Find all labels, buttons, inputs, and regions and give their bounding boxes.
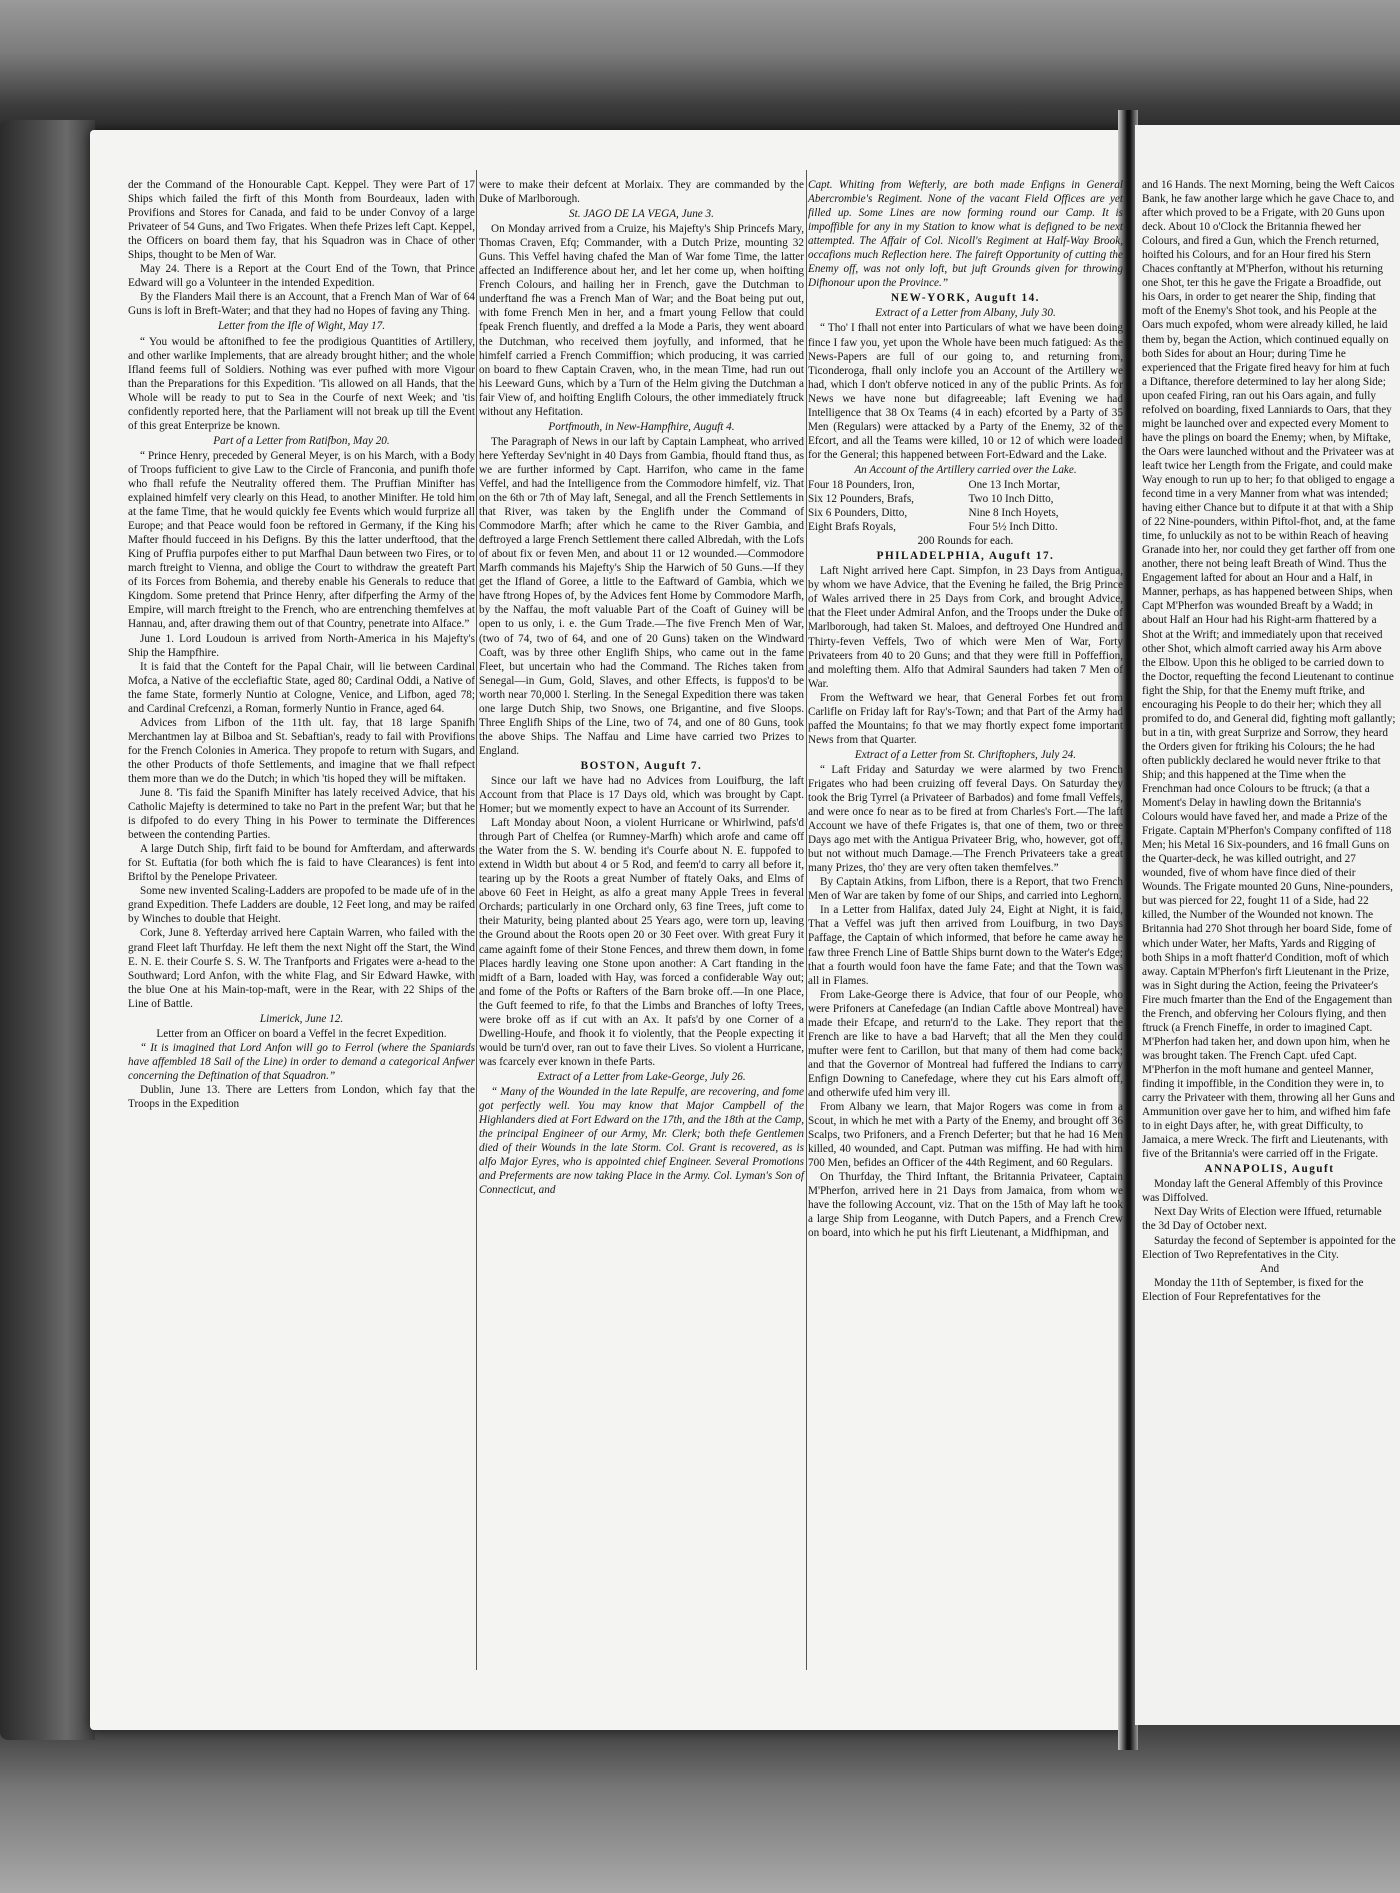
artillery-total: 200 Rounds for each. — [917, 535, 1014, 548]
section-heading: Extract of a Letter from St. Chriftophers, July 24. — [854, 748, 1077, 761]
paragraph: From the Weftward we hear, that General Forbes fet out from Carlifle on Friday laft for Ray's-Town; and that Part of the Army had paffed the Mountains; fo that we may fhortly expect fome important News from that Quarter. — [808, 691, 1123, 746]
dateline-heading: NEW-YORK, Auguft 14. — [891, 292, 1040, 305]
section-heading: An Account of the Artillery carried over the Lake. — [854, 463, 1077, 476]
column-2 — [479, 178, 804, 1197]
paragraph: May 24. There is a Report at the Court End of the Town, that Prince Edward will go a Volunteer in the intended Expedition. — [128, 263, 475, 290]
section-heading: Part of a Letter from Ratifbon, May 20. — [213, 434, 390, 447]
column-4-facing-page — [1142, 178, 1397, 1718]
paragraph: Saturday the fecond of September is appointed for the Election of Two Reprefentatives in the City. — [1142, 1234, 1396, 1261]
paragraph: “ It is imagined that Lord Anfon will go to Ferrol (where the Spaniards have affembled 18 Sail of the Line) in order to demand a categorical Anfwer concerning the Deftination of that Squadron.” — [128, 1041, 475, 1082]
paragraph: Next Day Writs of Election were Iffued, returnable the 3d Day of October next. — [1142, 1206, 1382, 1233]
paragraph: A large Dutch Ship, firft faid to be bound for Amfterdam, and afterwards for St. Euftatia (for both which fhe is faid to have Clearances) is fent into Briftol by the Penelope Privateer. — [128, 843, 475, 884]
paragraph: and 16 Hands. The next Morning, being the Weft Caicos Bank, he faw another large which he gave Chace to, and after which proved to be a Frigate, with 20 Guns upon deck. About 10 o'Clock the Britannia fhewed her Colours, and fired a Gun, which the French returned, hoifted his Colours, and for an Hour fired his Stern Chaces conftantly at M'Pherfon, without his returning one Shot, ter this he gave the Frigate a Broadfide, out his Oars, in order to get nearer the Ship, finding that moft of the Enemy's Shot took, and his People at the Oars much expofed, whom were already killed, he laid them by, began the Action, which continued equally on both Sides for about an Hour; during Time he experienced that the Frigate fired heavy for him at fuch a Diftance, therefore determined to lay her along Side; upon ceafed Firing, ran out his Oars again, and fully refolved on boarding, fixed Lanniards to Oars, that they might be launched over and expected every Moment to have the plings on board the Enemy; when, by Miftake, the Oars were launched without and the Privateer was at leaft twice her Length from the Frigate, and could make Way enough to run up to her; fo that obliged to engage a fecond time in a very Manner from what was intended; having either Chance but to difpute it at that with a Ship of 22 Nine-pounders, within Piftol-fhot, and, at the fame time, fo unluckily as not to be within Reach of heaving Granade into her, nor could they get farther off from one another, there not being leaft Breath of Wind. Thus the Engagement lafted for about an Hour and a Half, in Manner, perhaps, as has happened between Ships, when Capt M'Pherfon was wounded Breaft by a Wadd; in about Half an Hour had his Right-arm fhattered by a Shot at the Wrift; and immediately upon that received other Shot, which almoft carried away his Arm above the Elbow. Upon this he obliged to be carried down to the Doctor, requefting the fecond Lieutenant to continue fight the Ship, for that the Enemy muft ftrike, and encouraging his People to do their her; which they all promifed to do, and General did, fighting moft gallantly; but in a tin, with great Surprize and Sorrow, they heard the Orders given for ftriking his Colours; the he had often publickly declared he would never ftrike to that Ship; and this happened at the Time when the Frenchman had once Colours to be ftruck; (a that a Moment's Delay in hawling down the Britannia's Colours would have faved her, and made a Prize of the Frigate. Captain M'Pherfon's Company confifted of 118 Men; his Metal 16 Six-pounders, and 16 fmall Guns on the Quarter-deck, he was killed outright, and 27 wounded, five of whom have fince died of their Wounds. The Frigate mounted 20 Guns, Nine-pounders, but was pierced for 22, fought 11 of a Side, had 22 killed, the Number of the Wounded not known. The Britannia had 270 Shot through her board Side, fome of which under Water, her Mafts, Yards and Rigging of both Ships in a moft fhatter'd Condition, moft of which away. Captain M'Pherfon's firft Lieutenant in the Prize, was in Sight during the Action, feeing the Privateer's Fire much fmarter than the End of the Engagement than the French, and obferving her Colours flying, and then ftruck (a French Fineffe, in order to imagined Capt. M'Pherfon had taken her, and down upon him, when he was brought taken. The French Capt. ufed Capt. M'Pherfon in the moft humane and genteel Manner, finding it impoffible, in the Condition they were in, to carry the Privateer with them, throwing all her Guns and Ammunition over gave her to him, and wifhed him fafe to in eight Days after, he, with great Difficulty, to Jamaica, a mere Wreck. The firft and Lieutenants, with five of the Britannia's were carried off in the Frigate. — [1142, 179, 1396, 1161]
paragraph: “ Prince Henry, preceded by General Meyer, is on his March, with a Body of Troops fufficient to give Law to the Circle of Franconia, and punifh thofe who fhall refufe the Neutrality offered them. The Pruffian Minifter has explained himfelf very clearly on this Head, to another Minifter. He told him at the fame Time, that he would quickly fee Events which would furprize all Europe; and that Peace would foon be reftored in Germany, if the King his Mafter fhould fucceed in his Defigns. By this the latter underftood, that the King of Pruffia purpofes either to put Marfhal Daun between two Fires, or to march ftreight to Vienna, and oblige the Court to withdraw the greateft Part of its Forces from Bohemia, and thereby enable his Generals to reduce that Kingdom. Some pretend that Prince Henry, after difperfing the Army of the Empire, will march ftreight to the French, who are entrenching themfelves at Hannau, and, after drawing them out of that Country, penetrate into Alface.” — [128, 449, 475, 631]
paragraph: Cork, June 8. Yefterday arrived here Captain Warren, who failed with the grand Fleet laft Thurfday. He left them the next Night off the Start, the Wind E. N. E. their Courfe S. S. W. The Tranfports and Frigates were a-head to the Southward; Lord Anfon, with the white Flag, and Sir Edward Hawke, with the blue One at his Main-top-maft, were in the Rear, with 22 Ships of the Line of Battle. — [128, 927, 475, 1010]
artillery-item: Nine 8 Inch Hoyets, — [968, 507, 1059, 520]
paragraph: June 1. Lord Loudoun is arrived from North-America in his Majefty's Ship the Hampfhire. — [128, 632, 475, 659]
section-heading: Letter from an Officer on board a Veffel in the fecret Expedition. — [156, 1027, 447, 1040]
paragraph: The Paragraph of News in our laft by Captain Lampheat, who arrived here Yefterday Sev'night in 40 Days from Gambia, fhould ftand thus, as we are further informed by Capt. Harrifon, who came in the fame Veffel, and had the Intelligence from the Commodore himfelf, viz. That on the 6th or 7th of May laft, Senegal, and all the French Settlements in that River, was taken by the Englifh under the Command of Commodore Marfh; after which he came to the River Gambia, and deftroyed a large French Settlement there called Albredah, with the Lofs of about fix or feven Men, and about 11 or 12 wounded.—Commodore Marfh commands his Majefty's Ship the Harwich of 50 Guns.—If they get the Ifland of Goree, a little to the Eaftward of Gambia, which we have ftrong Hopes of, by the Advices fent Home by Commodore Marfh, by the Naffau, the moft valuable Part of the Coaft of Guiney will be open to us only, i. e. the Gum Trade.—The five French Men of War, (two of 74, two of 64, and one of 20 Guns) taken on the Windward Coaft, was by three other Englifh Ships, who came out in the fame Fleet, but uncertain who had the Command. The Riches taken from Senegal—in Gum, Gold, Slaves, and other Effects, is fuppos'd to be worth near 70,000 l. Sterling. In the Senegal Expedition there was taken one large Dutch Ship, two Snows, one Brigantine, and five Sloops. Three Englifh Ships of the Line, two of 74, and one of 80 Guns, took the above Ships. The Naffau and Lime have carried two Prizes to England. — [479, 435, 804, 757]
paragraph: On Thurfday, the Third Inftant, the Britannia Privateer, Captain M'Pherfon, arrived here in 21 Days from Jamaica, from whom we have the following Account, viz. That on the 15th of May laft he took a large Ship from Leoganne, with Dutch Papers, and a French Crew on board, into which he put his firft Lieutenant, a Midfhipman, and — [808, 1171, 1123, 1240]
paragraph: By Captain Atkins, from Lifbon, there is a Report, that two French Men of War are taken by fome of our Ships, and carried into Leghorn. — [808, 876, 1123, 903]
column-3 — [808, 178, 1123, 1241]
paragraph: It is faid that the Conteft for the Papal Chair, will lie between Cardinal Mofca, a Native of the ecclefiaftic State, aged 80; Cardinal Oddi, a Native of the fame State, formerly Nuntio at Cologne, Venice, and Lifbon, aged 78; and Cardinal Crefcenzi, a Roman, formerly Nuntio in France, aged 64. — [128, 660, 475, 715]
artillery-table — [808, 478, 1123, 534]
artillery-item: Two 10 Inch Ditto, — [968, 493, 1054, 506]
paragraph: Since our laft we have had no Advices from Louifburg, the laft Account from that Place is 17 Days old, which was brought by Capt. Homer; but we momently expect to have an Account of its Surrender. — [479, 774, 804, 816]
paragraph: Dublin, June 13. There are Letters from London, which fay that the Troops in the Expedition — [128, 1084, 475, 1111]
paragraph: Laft Monday about Noon, a violent Hurricane or Whirlwind, pafs'd through Part of Chelfea (or Rumney-Marfh) which arofe and came off the Water from the S. W. bending it's Courfe about N. E. fuppofed to extend in Width but about 4 or 5 Rod, and feem'd to carry all before it, tearing up by the Roots a great Number of ftately Oaks, and Elms of above 60 Feet in Height, as alfo a great many Apple Trees in feveral Orchards; particularly in one Orchard only, 63 fine Trees, juft come to their Maturity, being planted about 25 Years ago, were torn up, leaving the Ground about the Roots open 20 or 30 Feet over. With great Fury it came againft fome of their Stone Fences, and threw them down, in fome Places hardly leaving one Stone upon another: A Cart ftanding in the midft of a Barn, loaded with Hay, was forced a confiderable Way out; and fome of the Pofts or Rafters of the Barn broke off.—In one Place, the Guft feemed to rife, fo that the Limbs and Branches of lofty Trees, were broke off as if cut with an Ax. It pafs'd by one Corner of a Dwelling-Houfe, and fhook it fo violently, that the People expecting it would be turn'd over, ran out to fave their Lives. So violent a Hurricane, was fcarcely ever known in thefe Parts. — [479, 817, 804, 1068]
scan-background-bottom — [0, 1720, 1400, 1893]
section-heading: Extract of a Letter from Lake-George, July 26. — [537, 1070, 746, 1083]
artillery-item: Six 6 Pounders, Ditto, — [808, 507, 908, 520]
paragraph: Advices from Lifbon of the 11th ult. fay, that 18 large Spanifh Merchantmen lay at Bilboa and St. Sebaftian's, ready to fail with Provifions for the French Colonies in America. They propofe to return with Sugars, and the other Products of thofe Settlements, and imagine that we fhall refpect them more than we do the Dutch; in which 'tis hoped they will be miftaken. — [128, 716, 475, 785]
artillery-item: Four 5½ Inch Ditto. — [968, 521, 1058, 534]
paragraph: der the Command of the Honourable Capt. Keppel. They were Part of 17 Ships which failed the firft of this Month from Bourdeaux, laden with Provifions and Stores for Canada, and faid to be under Convoy of a large Privateer of 54 Guns, and Two Frigates. When thefe Prizes left Capt. Keppel, the Officers on board them fay, that his Squadron was in Chace of other Ships, thought to be Men of War. — [128, 179, 475, 262]
paragraph: “ Tho' I fhall not enter into Particulars of what we have been doing fince I faw you, yet upon the Whole have been much fatigued: As the News-Papers are full of our going to, and returning from, Ticonderoga, fhall only inclofe you an Account of the Artillery we had, which I don't obferve noticed in any of the public Prints. As for News we have none but difagreeable; laft Evening we had Intelligence that 38 Ox Teams (4 in each) efcorted by a Party of 35 Men (Regulars) were attacked by a Party of the Enemy, 32 of the Efcort, and all the Teams were killed, 10 or 12 of which were loaded for the General; this happened between Fort-Edward and the Lake. — [808, 322, 1123, 461]
artillery-item: Six 12 Pounders, Brafs, — [808, 493, 914, 506]
paragraph: “ Many of the Wounded in the late Repulfe, are recovering, and fome got perfectly well. You may know that Major Campbell of the Highlanders died at Fort Edward on the 17th, and the 18th at the Camp, the principal Engineer of our Army, Mr. Clerk; both thefe Gentlemen died of their Wounds in the late Storm. Col. Grant is recovered, as is alfo Major Eyres, who is appointed chief Engineer. Several Promotions and Preferments are now taking Place in the Army. Col. Lyman's Son of Connecticut, and — [479, 1086, 804, 1197]
paragraph: And — [1259, 1262, 1280, 1275]
paragraph: June 8. 'Tis faid the Spanifh Minifter has lately received Advice, that his Catholic Majefty is determined to take no Part in the prefent War; but that he is difpofed to do every Thing in his Power to terminate the Differences between the contending Parties. — [128, 787, 475, 842]
paragraph: In a Letter from Halifax, dated July 24, Eight at Night, it is faid, That a Veffel was juft then arrived from Louifburg, in two Days Paffage, the Captain of which informed, that before he came away he faw three French Line of Battle Ships burnt down to the Water's Edge; that a fourth would foon have the fame Fate; and that the Town was all in Flames. — [808, 904, 1123, 987]
artillery-item: One 13 Inch Mortar, — [968, 478, 1061, 491]
section-heading: Portfmouth, in New-Hampfhire, Auguft 4. — [548, 420, 735, 433]
column-rule — [806, 170, 807, 1670]
artillery-item: Four 18 Pounders, Iron, — [808, 478, 915, 491]
paragraph: Capt. Whiting from Wefterly, are both made Enfigns in General Abercrombie's Regiment. None of the vacant Field Offices are yet filled up. Some Lines are now forming round our Camp. It is impoffible for any in my Station to know what is defigned to be next attempted. The Affair of Col. Nicoll's Regiment at Half-Way Brook, occafions much Reflection here. The faireft Opportunity of cutting the Enemy off, was not only loft, but juft Grounds given for throwing Difhonour upon the Province.” — [808, 179, 1123, 290]
paragraph: Laft Night arrived here Capt. Simpfon, in 23 Days from Antigua, by whom we have Advice, that the Evening he failed, the Brig Prince of Wales arrived there in 25 Days from Cork, and brought Advice, that the Fleet under Admiral Anfon, and the Troops under the Duke of Marlborough, had taken St. Maloes, and deftroyed One Hundred and Thirty-feven Veffels, Two of which were Men of War, Forty Privateers from 40 to 20 Guns; and that they were ftill in Poffeffion, and molefting them. Alfo that Admiral Saunders had taken 7 Men of War. — [808, 565, 1123, 690]
section-heading: Letter from the Ifle of Wight, May 17. — [217, 320, 386, 333]
column-rule — [476, 170, 477, 1670]
paragraph: Some new invented Scaling-Ladders are propofed to be made ufe of in the grand Expedition. Thefe Ladders are double, 12 Feet long, and may be raifed by Winches to double that Height. — [128, 885, 475, 926]
paragraph: By the Flanders Mail there is an Account, that a French Man of War of 64 Guns is loft in Breft-Water; and that they had no Hopes of faving any Thing. — [128, 291, 475, 318]
paragraph: “ Laft Friday and Saturday we were alarmed by two French Frigates who had been cruizing off feveral Days. On Saturday they took the Brig Tyrrel (a Privateer of Barbados) and fome fmall Veffels, and were once fo near as to be fired at from Charles's Fort.—The laft Account we have of thefe Frigates is, that one of them, two or three Days ago met with the Antigua Privateer Brig, who, however, got off, but not without much Damage.—The French Privateers take a great many Prizes, tho' they are very often taken themfelves.” — [808, 763, 1123, 875]
dateline-heading: ANNAPOLIS, Auguft — [1204, 1163, 1335, 1176]
paragraph: Monday laft the General Affembly of this Province was Diffolved. — [1142, 1178, 1383, 1205]
artillery-item: Eight Brafs Royals, — [808, 521, 896, 534]
section-heading: Limerick, June 12. — [259, 1012, 344, 1025]
paragraph: From Lake-George there is Advice, that four of our People, who were Prifoners at Canefedage (an Indian Caftle above Montreal) have made their Efcape, and return'd to the Lake. They report that the French are like to have a bad Harveft; that all the Men they could mufter were fent to Carillon, but that many of them had come back; and that the Governor of Montreal had fuffered the Indians to carry Enfign Downing to Canefedage, where they cut his Ears almoft off, and otherwife ufed him very ill. — [808, 988, 1123, 1099]
paragraph: were to make their defcent at Morlaix. They are commanded by the Duke of Marlborough. — [479, 179, 804, 206]
dateline-heading: BOSTON, Auguft 7. — [580, 759, 703, 772]
book-binding — [0, 120, 95, 1740]
section-heading: St. JAGO DE LA VEGA, June 3. — [569, 208, 714, 221]
column-1 — [128, 178, 475, 1111]
paragraph: Monday the 11th of September, is fixed for the Election of Four Reprefentatives for the — [1142, 1276, 1364, 1303]
paragraph: On Monday arrived from a Cruize, his Majefty's Ship Princefs Mary, Thomas Craven, Efq; Commander, with a Dutch Prize, mounting 32 Guns. This Veffel having chafed the Man of War fome Time, the latter affected an Indifference about her, and let her come up, when hoifting French Colours, and hailing her in French, gave the Dutchman to underftand fhe was a French Man of War; and the Boat being put out, with fome French Men in her, and a fmart young Fellow that could fpeak French fluently, and dreffed a la Mode a Paris, they went aboard the Dutchman, who received them joyfully, and informed, that he himfelf carried a French Commiffion; which producing, it was carried on board to fhew Captain Craven, who, in the mean Time, had run out his Leeward Guns, which by a Turn of the Helm giving the Dutchman a fair View of, and hoifting Englifh Colours, the other immediately ftruck without any Hefitation. — [479, 223, 804, 418]
paragraph: “ You would be aftonifhed to fee the prodigious Quantities of Artillery, and other warlike Implements, that are already brought hither; and the whole Ifland feems full of Soldiers. Nothing was ever pufhed with more Vigour than the Preparations for this Expedition. 'Tis allowed on all Hands, that the Whole will be ready to put to Sea in the Courfe of next Week; and 'tis confidently reported here, that the Parliament will not break up till the Event of this great Enterprize be known. — [128, 335, 475, 432]
paragraph: From Albany we learn, that Major Rogers was come in from a Scout, in which he met with a Party of the Enemy, and brought off 36 Scalps, two Prifoners, and a French Deferter; but that he had 16 Men killed, 40 wounded, and Capt. Putman was miffing. He had with him 700 Men, befides an Officer of the 44th Regiment, and 60 Regulars. — [808, 1101, 1123, 1170]
section-heading: Extract of a Letter from Albany, July 30. — [875, 307, 1056, 320]
dateline-heading: PHILADELPHIA, Auguft 17. — [876, 550, 1055, 563]
